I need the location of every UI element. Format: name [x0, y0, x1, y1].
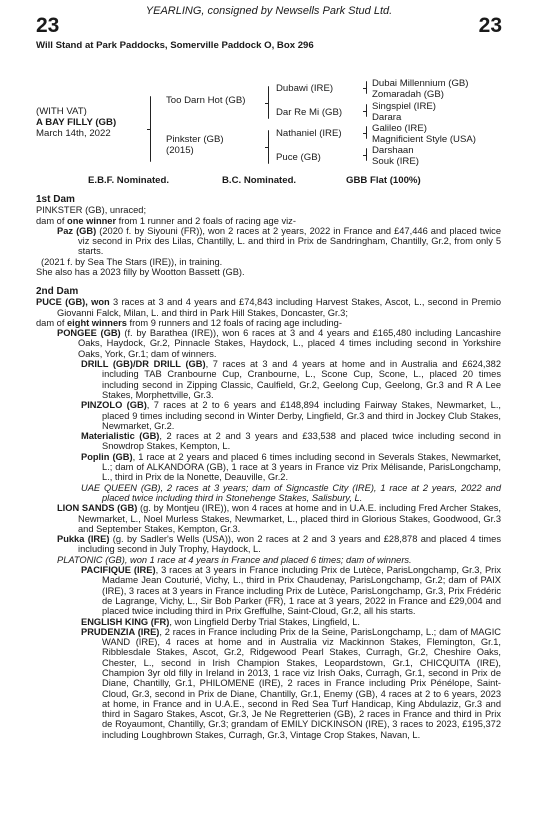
second-dam-title: 2nd Dam	[36, 286, 79, 297]
stand-location: Will Stand at Park Paddocks, Somerville Paddock O, Box 296	[36, 40, 314, 51]
dam-brace	[268, 130, 269, 164]
dam-dam: Puce (GB)	[276, 152, 321, 163]
foaling-date: March 14th, 2022	[36, 128, 111, 139]
produce-english-king: ENGLISH KING (FR), won Lingfield Derby Trial Stakes, Lingfield, L.	[81, 616, 361, 627]
produce-pinzolo: PINZOLO (GB), 7 races at 2 to 6 years and £148,894 including Fairway Stakes, Newmarket, L., placed 9 times including second in Winter Derby, Lingfield, Gr.3 and third in Jockey Club Stakes, Newmarket, Gr.2.	[81, 400, 501, 431]
dam-year: (2015)	[166, 145, 194, 156]
dd-brace	[366, 148, 367, 161]
sd-sire: Singspiel (IRE)	[372, 101, 436, 112]
produce-drill: DRILL (GB)/DR DRILL (GB), 7 races at 3 and 4 years at home and in Australia and £624,382 including TAB Cranbourne Cup, Cranbourne, L., Scone Cup, Scone, L., placed 20 times including second in Zipping Classic, Caulfield, Gr.2, Geelong Cup, Geelong, Gr.3 and R A Lee Stakes, Morphettville, Gr.3.	[81, 359, 501, 400]
sire-dam: Dar Re Mi (GB)	[276, 107, 343, 118]
pedigree-brace	[150, 96, 151, 162]
sire-sire: Dubawi (IRE)	[276, 83, 334, 94]
produce-paz: Paz (GB) (2020 f. by Siyouni (FR)), won 2 races at 2 years, 2022 in France and £47,446 and placed twice viz second in Prix des Lilas, Chantilly, L. and third in Prix de Sandringham, Chantilly, Gr.2, from only 5 starts.	[57, 225, 501, 257]
produce-platonic: PLATONIC (GB), won 1 race at 4 years in France and placed 6 times; dam of winners.	[57, 554, 412, 565]
second-dam-puce: PUCE (GB), won 3 races at 3 and 4 years and £74,843 including Harvest Stakes, Ascot, L., second in Premio Giovanni Falck, Milan, L. and third in Park Hill Stakes, Doncaster, Gr.3;	[36, 297, 501, 318]
dam: Pinkster (GB)	[166, 134, 224, 145]
horse-name: A BAY FILLY (GB)	[36, 117, 117, 128]
produce-pongee: PONGEE (GB) (f. by Barathea (IRE)), won 6 races at 3 and 4 years and £165,480 including Lancashire Oaks, Haydock, Gr.2, Pinnacle Stakes, Haydock, L., placed 4 times including second in Yorkshire Oaks, York, Gr.1; dam of winners.	[57, 328, 502, 359]
ds-dam: Magnificient Style (USA)	[372, 134, 476, 145]
ss-brace	[366, 81, 367, 94]
ds-brace	[366, 126, 367, 139]
produce-2021: (2021 f. by Sea The Stars (IRE)), in training.	[41, 256, 223, 267]
dd-sire: Darshaan	[372, 145, 414, 156]
first-dam-title: 1st Dam	[36, 194, 75, 205]
first-dam-produce-line: dam of one winner from 1 runner and 2 foals of racing age viz-	[36, 215, 296, 226]
produce-poplin: Poplin (GB), 1 race at 2 years and placed 6 times including second in Severals Stakes, Newmarket, L.; dam of ALKANDORA (GB), 1 race at 3 years in France viz Prix Mélisande, ParisLongchamp, L., third in Prix de la Nonette, Deauville, Gr.2.	[81, 451, 501, 483]
gbb-nomination: GBB Flat (100%)	[346, 175, 421, 186]
ss-sire: Dubai Millennium (GB)	[372, 78, 469, 89]
produce-uae-queen: UAE QUEEN (GB), 2 races at 3 years; dam of Signcastle City (IRE), 1 race at 2 years, 2022 and placed twice including third in Stonehenge Stakes, Salisbury, L.	[81, 482, 501, 503]
sire-brace	[268, 86, 269, 119]
lot-number-left: 23	[36, 14, 60, 37]
produce-prudenzia: PRUDENZIA (IRE), 2 races in France including Prix de la Seine, ParisLongchamp, L.; dam of MAGIC WAND (IRE), 4 races at home and in Australia viz Mackinnon Stakes, Flemington, Gr.1, Ribblesdale Stakes, Ascot, Gr.2, Ridgewood Pearl Stakes, Curragh, Gr.2, Cheshire Oaks, Chester, L., second in Irish Champion Stakes, Leopardstown, Gr.1, CHICQUITA (IRE), Champion 3yr old filly in Ireland in 2013, 1 race viz Irish Oaks, Curragh, Gr.1, second in Prix de Diane, Chantilly, Gr.1, PHILOMENE (IRE), 2 races in France including Prix Pénélope, Saint-Cloud, Gr.3, second in Prix de Diane, Chantilly, Gr.1, Enemy (GB), 4 races at 2 to 6 years, 2023 at home, in France and in U.A.E., second in Red Sea Turf Handicap, King Abdulaziz, Gr.3 and third in Sagaro Stakes, Ascot, Gr.3, Je Ne Regretterien (GB), 2 races in France and third in Prix de Royaumont, Chantilly, Gr.3; grandam of EMILY DICKINSON (IRE), 3 races to 2023, £195,372 including Loughbrown Stakes, Curragh, Gr.3, Vintage Crop Stakes, Navan, L.	[81, 626, 501, 740]
sd-dam: Darara	[372, 112, 402, 123]
produce-pacifique: PACIFIQUE (IRE), 3 races at 3 years in France including Prix de Lutèce, ParisLongchamp, Gr.3, Prix Madame Jean Couturié, Vichy, L., third in Prix Chaudenay, ParisLongchamp, Gr.2; dam of PAIX (IRE), 3 races at 3 years in France including Prix de Lutèce, ParisLongchamp, Gr.3, Prix Frédéric de Lagrange, Vichy, L., Sir Bob Parker (FR), 1 race at 3 years, 2022 in France and £29,004 and placed twice including third in Prix Greffulhe, Saint-Cloud, Gr.2, all his starts.	[81, 565, 501, 617]
consignor-header: YEARLING, consigned by Newsells Park Stud Ltd.	[145, 5, 393, 17]
first-dam-line: PINKSTER (GB), unraced;	[36, 205, 147, 216]
second-dam-produce-line: dam of eight winners from 9 runners and 12 foals of racing age including-	[36, 317, 342, 328]
ebf-nomination: E.B.F. Nominated.	[88, 175, 170, 186]
first-dam-section	[36, 195, 501, 277]
second-dam-section	[36, 287, 501, 740]
vat-note: (WITH VAT)	[36, 106, 87, 117]
ss-dam: Zomaradah (GB)	[372, 89, 444, 100]
dd-dam: Souk (IRE)	[372, 156, 419, 167]
sd-brace	[366, 104, 367, 117]
ds-sire: Galileo (IRE)	[372, 123, 427, 134]
produce-2023: She also has a 2023 filly by Wootton Bassett (GB).	[36, 267, 245, 278]
bc-nomination: B.C. Nominated.	[222, 175, 297, 186]
lot-number-right: 23	[478, 14, 502, 37]
produce-pukka: Pukka (IRE) (g. by Sadler's Wells (USA)), won 2 races at 2 and 3 years and £28,878 and placed 4 times including second in July Trophy, Haydock, L.	[57, 534, 501, 555]
produce-materialistic: Materialistic (GB), 2 races at 2 and 3 years and £33,538 and placed twice including second in Snowdrop Stakes, Kempton, L.	[81, 431, 501, 452]
produce-lion-sands: LION SANDS (GB) (g. by Montjeu (IRE)), won 4 races at home and in U.A.E. including Fred Archer Stakes, Newmarket, L., Noel Murless Stakes, Newmarket, L., placed third in Glorious Stakes, Goodwood, Gr.3 and September Stakes, Kempton, Gr.3.	[57, 503, 501, 534]
sire: Too Darn Hot (GB)	[166, 95, 246, 106]
dam-sire: Nathaniel (IRE)	[276, 128, 342, 139]
